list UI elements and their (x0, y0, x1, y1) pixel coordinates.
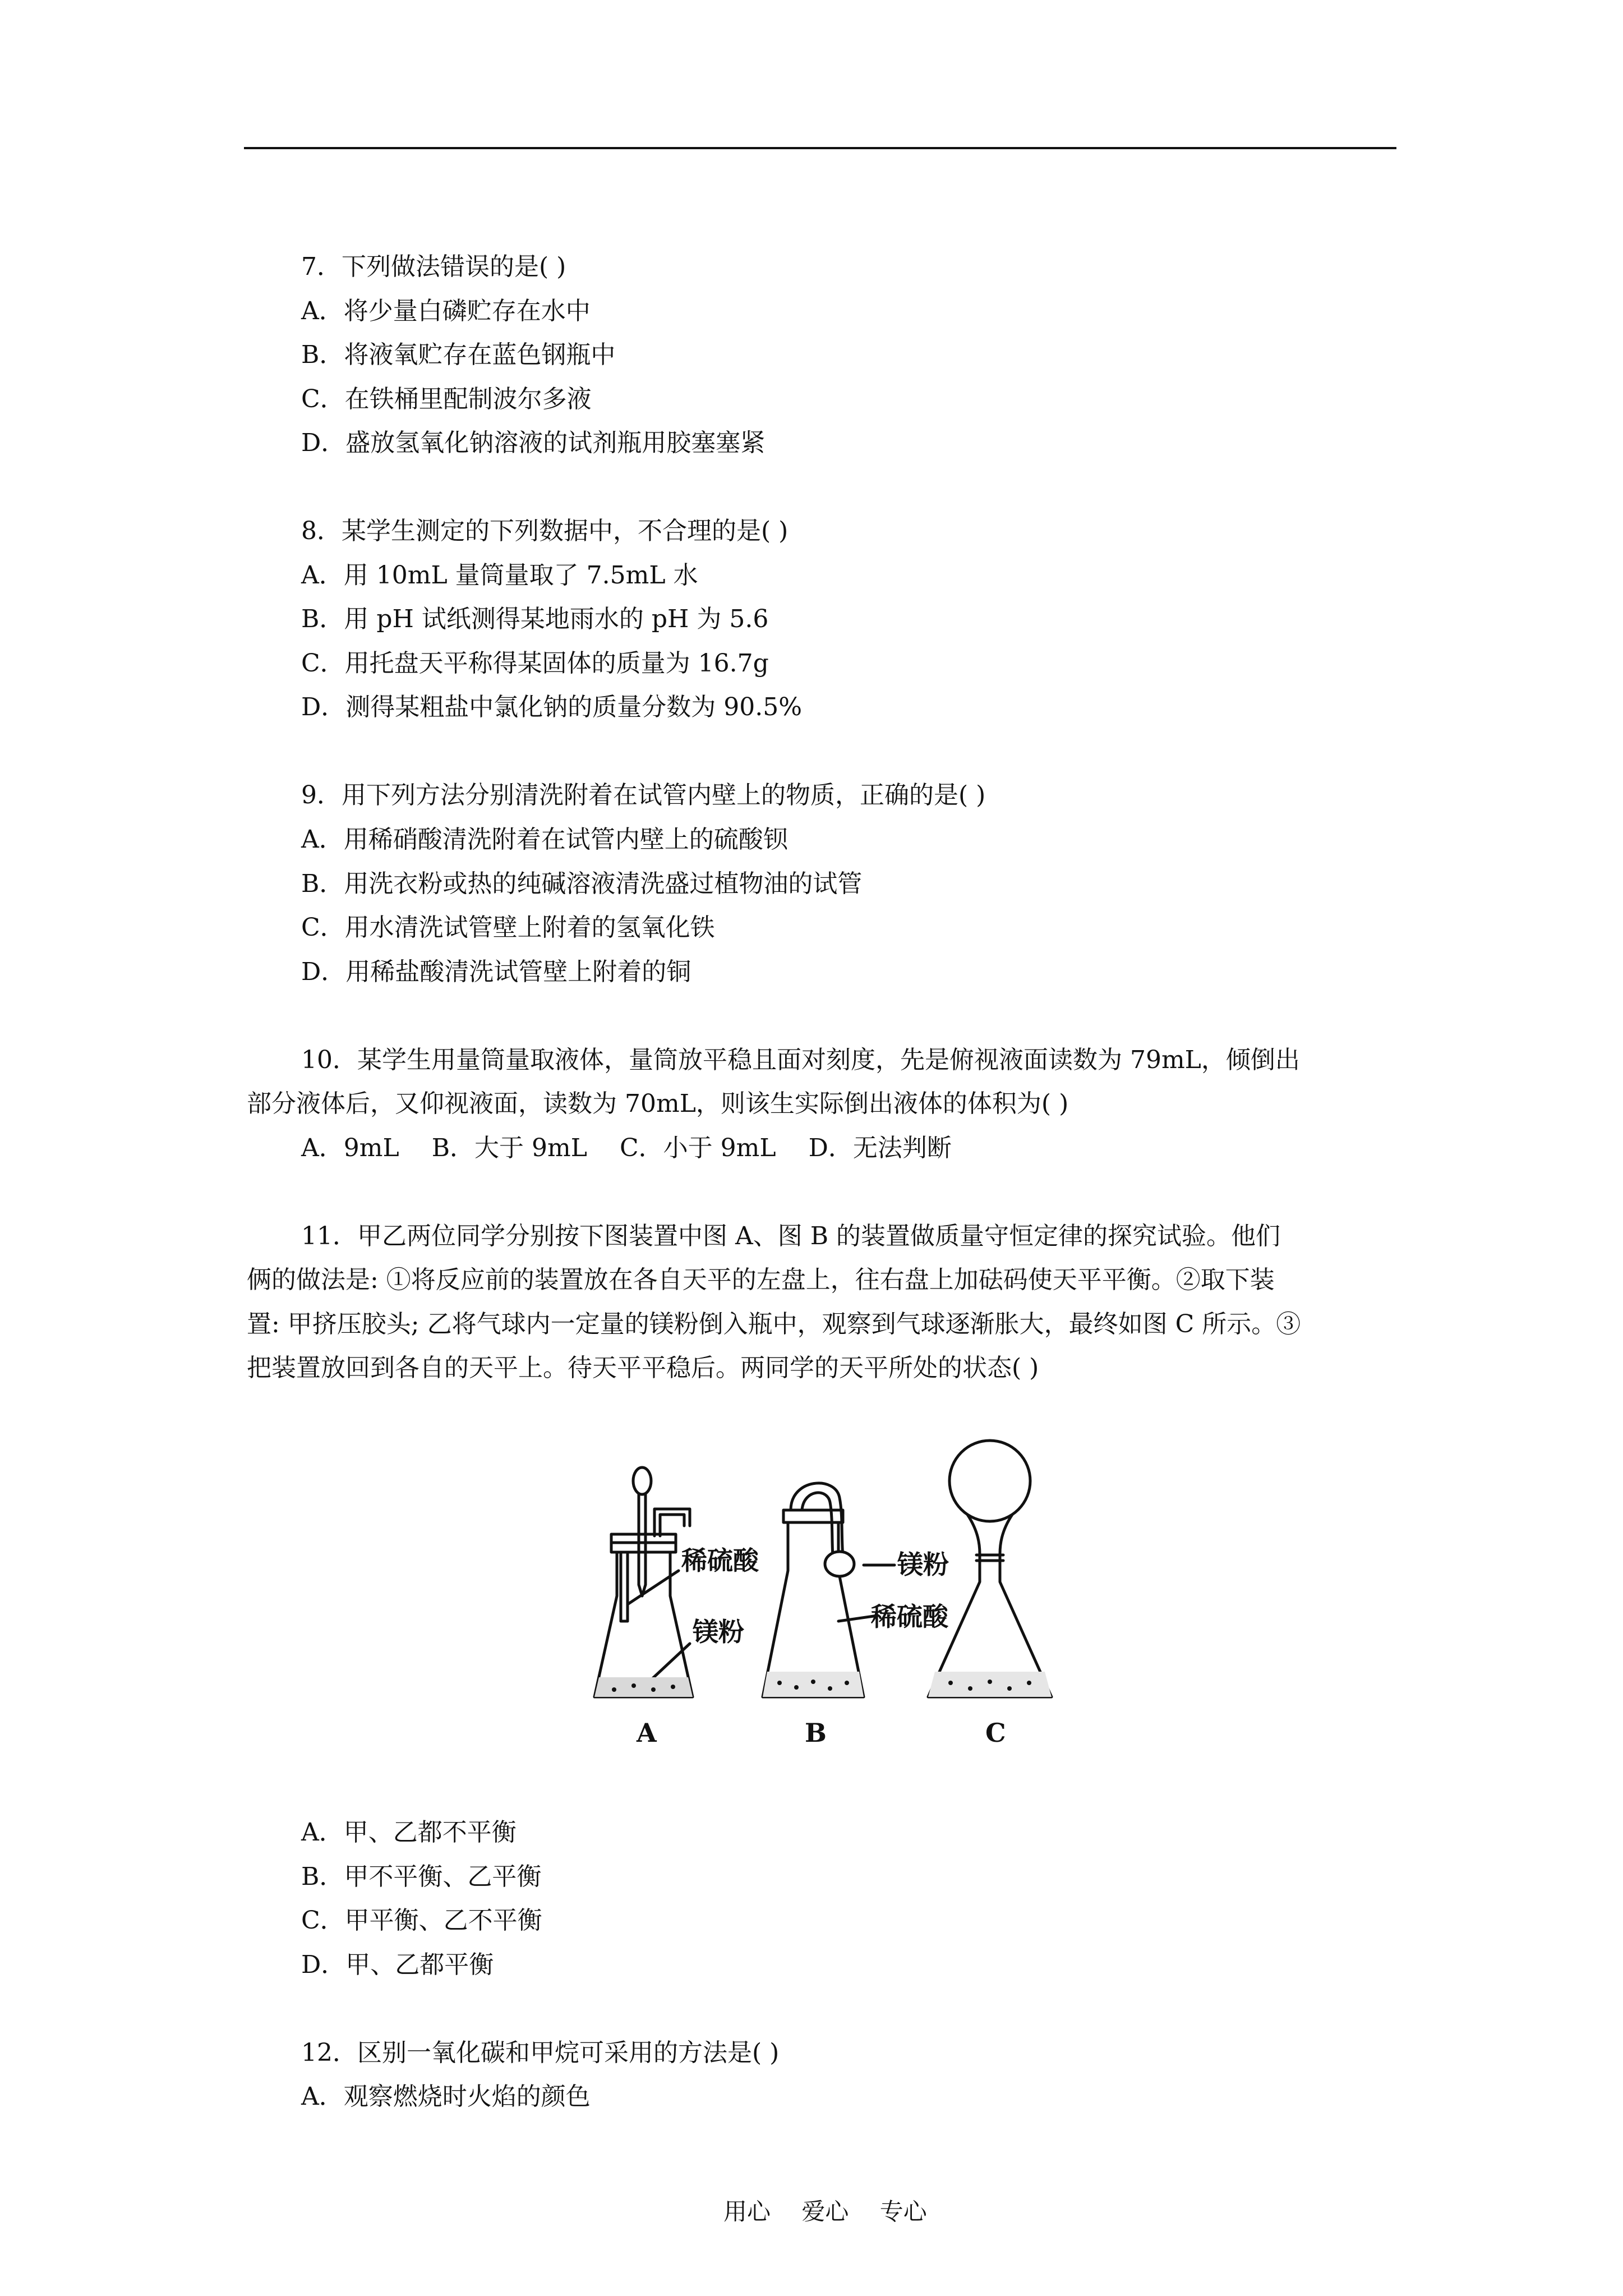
page-footer (723, 2196, 951, 2228)
question-11-stem-line-3: 置: 甲挤压胶头; 乙将气球内一定量的镁粉倒入瓶中，观察到气球逐渐胀大，最终如图 C 所示。③ (247, 1310, 1301, 1338)
footer-text-2: 爱心 (801, 2198, 849, 2225)
question-12-option-a: A．观察燃烧时火焰的颜色 (301, 2082, 591, 2111)
question-8-stem: 8．某学生测定的下列数据中，不合理的是( ) (301, 517, 789, 545)
question-11-option-a: A．甲、乙都不平衡 (301, 1818, 517, 1847)
figure-letter-c: C (985, 1718, 1006, 1748)
flask-b (763, 1520, 864, 1697)
question-9-option-d: D．用稀盐酸清洗试管壁上附着的铜 (301, 958, 691, 986)
question-11-stem-line-4: 把装置放回到各自的天平上。待天平平稳后。两同学的天平所处的状态( ) (247, 1354, 1039, 1382)
question-10-option-a: A．9mL (301, 1134, 399, 1162)
question-10-stem-line-1: 10．某学生用量筒量取液体，量筒放平稳且面对刻度，先是俯视液面读数为 79mL，倾倒出 (301, 1046, 1300, 1074)
question-8-option-b: B．用 pH 试纸测得某地雨水的 pH 为 5.6 (301, 605, 769, 633)
question-11-option-c: C．甲平衡、乙不平衡 (301, 1906, 542, 1935)
question-11-stem-line-1: 11．甲乙两位同学分别按下图装置中图 A、图 B 的装置做质量守恒定律的探究试验。他们 (301, 1222, 1281, 1250)
figure-letter-a: A (637, 1718, 657, 1748)
label-mg-powder-a: 镁粉 (693, 1617, 744, 1647)
balloon-c (949, 1441, 1030, 1521)
question-7-option-c: C．在铁桶里配制波尔多液 (301, 385, 592, 413)
question-7-option-a: A．将少量白磷贮存在水中 (301, 297, 591, 325)
question-8-option-a: A．用 10mL 量筒量取了 7.5mL 水 (301, 561, 698, 590)
label-dilute-acid-a: 稀硫酸 (681, 1545, 759, 1576)
question-7-option-d: D．盛放氢氧化钠溶液的试剂瓶用胶塞塞紧 (301, 429, 766, 457)
header-rule (244, 147, 1396, 149)
flask-a (594, 1551, 693, 1697)
question-7-stem: 7．下列做法错误的是( ) (301, 252, 566, 281)
question-10-stem-line-2: 部分液体后，又仰视液面，读数为 70mL，则该生实际倒出液体的体积为( ) (247, 1089, 1069, 1118)
question-11-option-d: D．甲、乙都平衡 (301, 1950, 494, 1979)
question-8-option-c: C．用托盘天平称得某固体的质量为 16.7g (301, 649, 769, 678)
question-10-options (301, 1131, 976, 1165)
question-12-stem: 12．区别一氧化碳和甲烷可采用的方法是( ) (301, 2039, 780, 2067)
figure-letter-b: B (805, 1718, 827, 1748)
question-10-option-c: C．小于 9mL (619, 1134, 776, 1162)
question-9-stem: 9．用下列方法分别清洗附着在试管内壁上的物质，正确的是( ) (301, 781, 986, 809)
question-9-option-b: B．用洗衣粉或热的纯碱溶液清洗盛过植物油的试管 (301, 869, 863, 898)
label-dilute-acid-b: 稀硫酸 (871, 1602, 948, 1632)
question-8-option-d: D．测得某粗盐中氯化钠的质量分数为 90.5% (301, 693, 803, 721)
apparatus-figure (580, 1436, 1105, 1750)
dropper-bulb (633, 1467, 651, 1494)
footer-text-1: 用心 (723, 2198, 771, 2225)
question-11-option-b: B．甲不平衡、乙平衡 (301, 1862, 542, 1891)
question-10-option-b: B．大于 9mL (431, 1134, 587, 1162)
question-7-option-b: B．将液氧贮存在蓝色钢瓶中 (301, 341, 616, 369)
question-10-option-d: D．无法判断 (808, 1134, 952, 1162)
label-mg-powder-b: 镁粉 (897, 1549, 949, 1580)
question-11-stem-line-2: 俩的做法是: ①将反应前的装置放在各自天平的左盘上，往右盘上加砝码使天平平衡。②取下装 (247, 1266, 1275, 1294)
question-9-option-c: C．用水清洗试管壁上附着的氢氧化铁 (301, 913, 715, 942)
footer-text-3: 专心 (879, 2198, 927, 2225)
question-9-option-a: A．用稀硝酸清洗附着在试管内壁上的硫酸钡 (301, 825, 788, 854)
